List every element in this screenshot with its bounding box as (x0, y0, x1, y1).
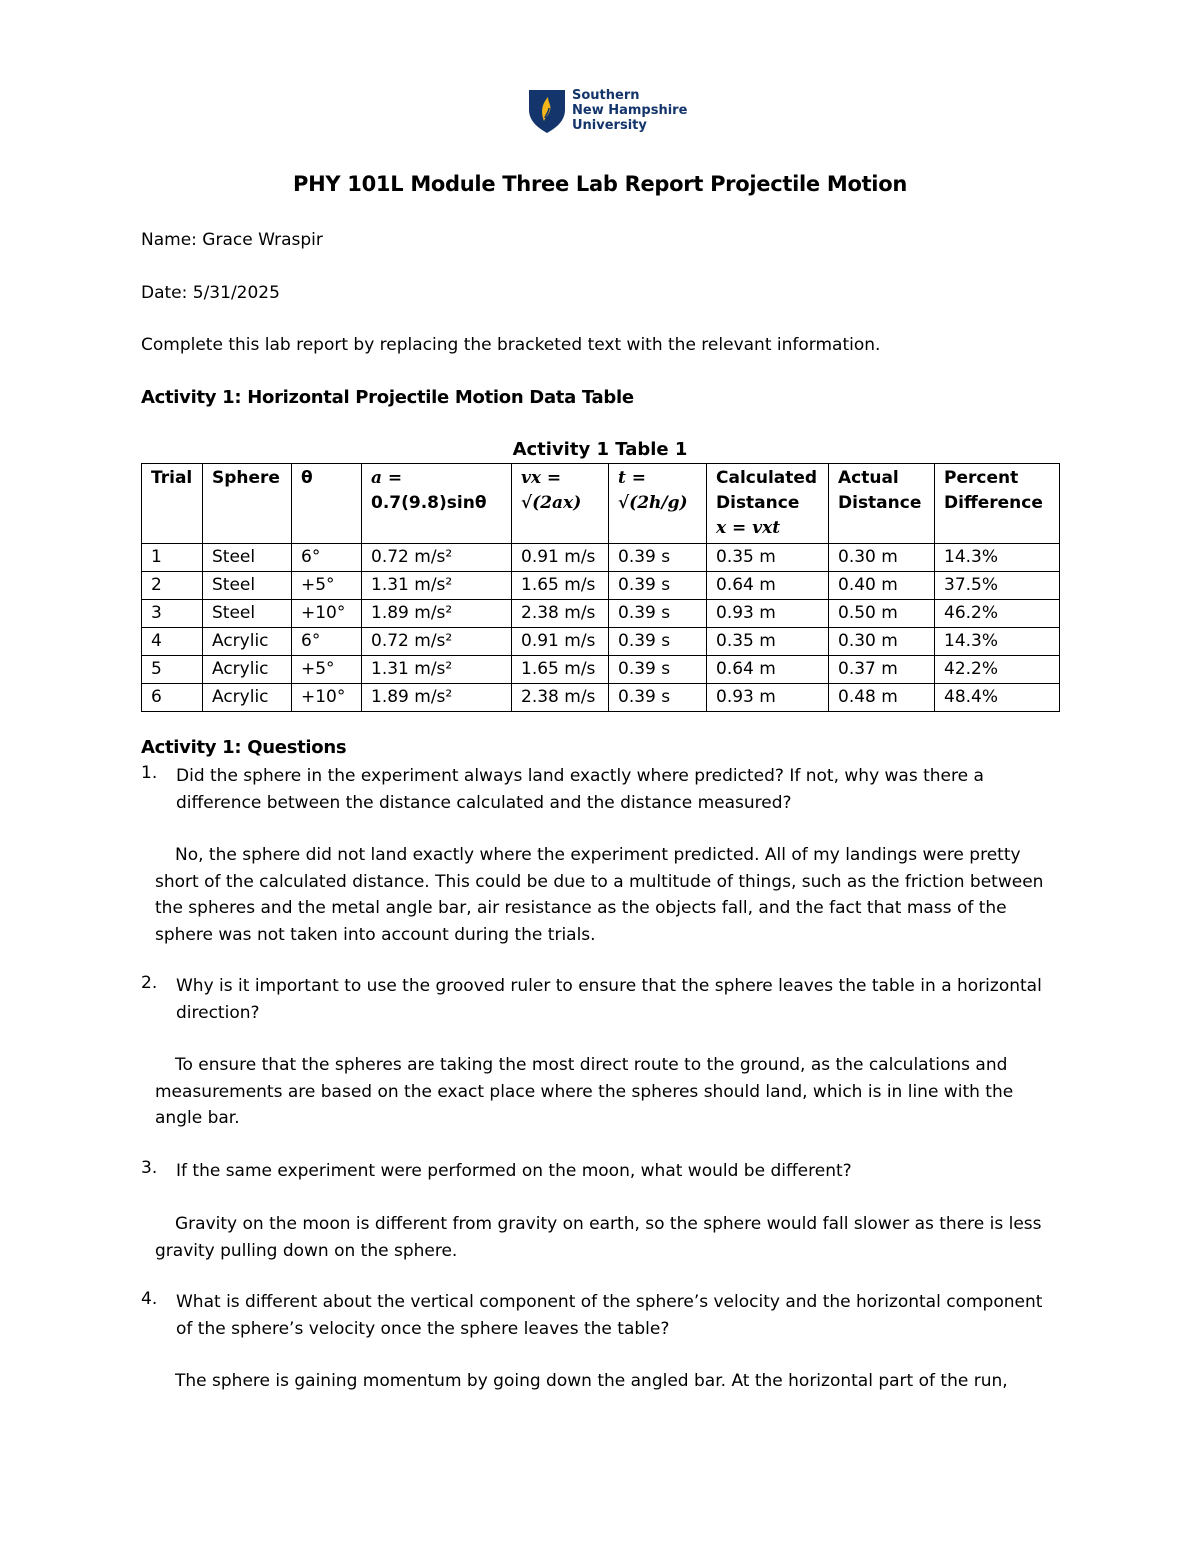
header-calc-line1: Calculated (716, 468, 818, 488)
table-cell: 0.39 s (609, 544, 707, 572)
table-cell: 0.35 m (707, 544, 829, 572)
header-t-line2: √(2h/g) (618, 493, 688, 513)
table-cell: 0.72 m/s² (362, 544, 512, 572)
answer-4: The sphere is gaining momentum by going down the angled bar. At the horizontal part of the run, (175, 1371, 1008, 1391)
table-cell: 1.89 m/s² (362, 600, 512, 628)
university-logo (528, 88, 687, 134)
header-calc-line2: Distance (716, 493, 800, 513)
logo-line-1: Southern (572, 88, 640, 103)
table-cell: 14.3% (935, 628, 1060, 656)
table-row (142, 600, 1060, 628)
table-cell: 0.39 s (609, 572, 707, 600)
table-cell: 42.2% (935, 656, 1060, 684)
table-cell: Steel (203, 544, 292, 572)
header-sphere: Sphere (203, 464, 292, 544)
table-cell: +5° (292, 572, 362, 600)
table-caption: Activity 1 Table 1 (512, 439, 688, 460)
answer-1: No, the sphere did not land exactly where the experiment predicted. All of my landings were pretty short of the calculated distance. This could be due to a multitude of things, such as the friction between the spheres and the metal angle bar, air resistance as the objects fall, and the fact that mass of the sphere was not taken into account during the trials. (155, 845, 1044, 945)
document-title: PHY 101L Module Three Lab Report Projectile Motion (293, 172, 907, 196)
header-pct-line1: Percent (944, 468, 1019, 488)
header-velocity (512, 464, 609, 544)
data-table (141, 463, 1060, 712)
table-cell: 0.30 m (829, 544, 935, 572)
header-t-line1: t = (618, 468, 647, 488)
table-cell: 6° (292, 628, 362, 656)
header-acceleration (362, 464, 512, 544)
table-header-row (142, 464, 1060, 544)
table-row (142, 684, 1060, 712)
activity1-heading: Activity 1: Horizontal Projectile Motion Data Table (141, 387, 634, 408)
table-row (142, 572, 1060, 600)
question-4 (141, 1289, 1051, 1343)
answer-2: To ensure that the spheres are taking the most direct route to the ground, as the calculations and measurements are based on the exact place where the spheres should land, which is in line with the angle bar. (155, 1055, 1014, 1128)
header-time (609, 464, 707, 544)
table-cell: Acrylic (203, 656, 292, 684)
header-theta: θ (292, 464, 362, 544)
instructions-text: Complete this lab report by replacing the bracketed text with the relevant information. (141, 335, 881, 355)
logo-line-3: University (572, 118, 647, 133)
table-row (142, 656, 1060, 684)
table-cell: 46.2% (935, 600, 1060, 628)
table-cell: 0.40 m (829, 572, 935, 600)
table-cell: +5° (292, 656, 362, 684)
table-cell: +10° (292, 600, 362, 628)
questions-heading: Activity 1: Questions (141, 737, 347, 758)
question-number: 4. (141, 1289, 158, 1309)
table-cell: 0.48 m (829, 684, 935, 712)
table-cell: 14.3% (935, 544, 1060, 572)
table-cell: 1.89 m/s² (362, 684, 512, 712)
table-cell: 0.39 s (609, 600, 707, 628)
question-number: 3. (141, 1158, 158, 1178)
header-actual-distance (829, 464, 935, 544)
header-calculated-distance (707, 464, 829, 544)
table-cell: Steel (203, 572, 292, 600)
question-2 (141, 973, 1051, 1027)
table-cell: Steel (203, 600, 292, 628)
question-number: 2. (141, 973, 158, 993)
table-cell: 6° (292, 544, 362, 572)
table-cell: 0.35 m (707, 628, 829, 656)
table-cell: 1.65 m/s (512, 572, 609, 600)
table-cell: 0.91 m/s (512, 628, 609, 656)
table-cell: 6 (142, 684, 203, 712)
table-cell: 0.39 s (609, 656, 707, 684)
logo-line-2: New Hampshire (572, 103, 688, 118)
table-cell: 0.93 m (707, 684, 829, 712)
table-cell: +10° (292, 684, 362, 712)
table-cell: 0.64 m (707, 656, 829, 684)
table-cell: 0.37 m (829, 656, 935, 684)
question-3 (141, 1158, 1051, 1185)
date-line: Date: 5/31/2025 (141, 283, 280, 303)
question-number: 1. (141, 763, 158, 783)
header-vx-line1: vx = (521, 468, 562, 488)
logo-wordmark (572, 88, 687, 133)
name-line: Name: Grace Wraspir (141, 230, 323, 250)
table-cell: 37.5% (935, 572, 1060, 600)
table-cell: 4 (142, 628, 203, 656)
header-calc-line3: x = vxt (716, 518, 781, 538)
table-cell: 1.31 m/s² (362, 572, 512, 600)
table-cell: 1.31 m/s² (362, 656, 512, 684)
table-cell: Acrylic (203, 628, 292, 656)
table-cell: Acrylic (203, 684, 292, 712)
header-actual-line2: Distance (838, 493, 922, 513)
table-cell: 0.72 m/s² (362, 628, 512, 656)
question-text: What is different about the vertical component of the sphere’s velocity and the horizontal component of the sphere’s velocity once the sphere leaves the table? (176, 1292, 1043, 1339)
header-a-line1: a = (371, 468, 403, 488)
table-cell: 1 (142, 544, 203, 572)
header-percent-difference (935, 464, 1060, 544)
table-cell: 0.30 m (829, 628, 935, 656)
shield-logo-icon (528, 88, 566, 134)
table-cell: 0.64 m (707, 572, 829, 600)
header-trial: Trial (142, 464, 203, 544)
table-cell: 5 (142, 656, 203, 684)
question-1 (141, 763, 1051, 817)
table-cell: 2.38 m/s (512, 684, 609, 712)
answer-3: Gravity on the moon is different from gravity on earth, so the sphere would fall slower as there is less gravity pulling down on the sphere. (155, 1214, 1042, 1261)
table-cell: 3 (142, 600, 203, 628)
table-cell: 2.38 m/s (512, 600, 609, 628)
table-cell: 0.93 m (707, 600, 829, 628)
table-row (142, 628, 1060, 656)
table-cell: 0.39 s (609, 628, 707, 656)
question-text: If the same experiment were performed on the moon, what would be different? (176, 1161, 852, 1181)
header-actual-line1: Actual (838, 468, 899, 488)
table-cell: 0.39 s (609, 684, 707, 712)
table-row (142, 544, 1060, 572)
table-cell: 0.50 m (829, 600, 935, 628)
table-cell: 2 (142, 572, 203, 600)
header-a-line2: 0.7(9.8)sinθ (371, 493, 487, 513)
table-cell: 1.65 m/s (512, 656, 609, 684)
header-vx-line2: √(2ax) (521, 493, 582, 513)
header-pct-line2: Difference (944, 493, 1043, 513)
question-text: Did the sphere in the experiment always land exactly where predicted? If not, why was there a difference between the distance calculated and the distance measured? (176, 766, 984, 813)
table-cell: 48.4% (935, 684, 1060, 712)
table-cell: 0.91 m/s (512, 544, 609, 572)
question-text: Why is it important to use the grooved ruler to ensure that the sphere leaves the table in a horizontal direction? (176, 976, 1042, 1023)
